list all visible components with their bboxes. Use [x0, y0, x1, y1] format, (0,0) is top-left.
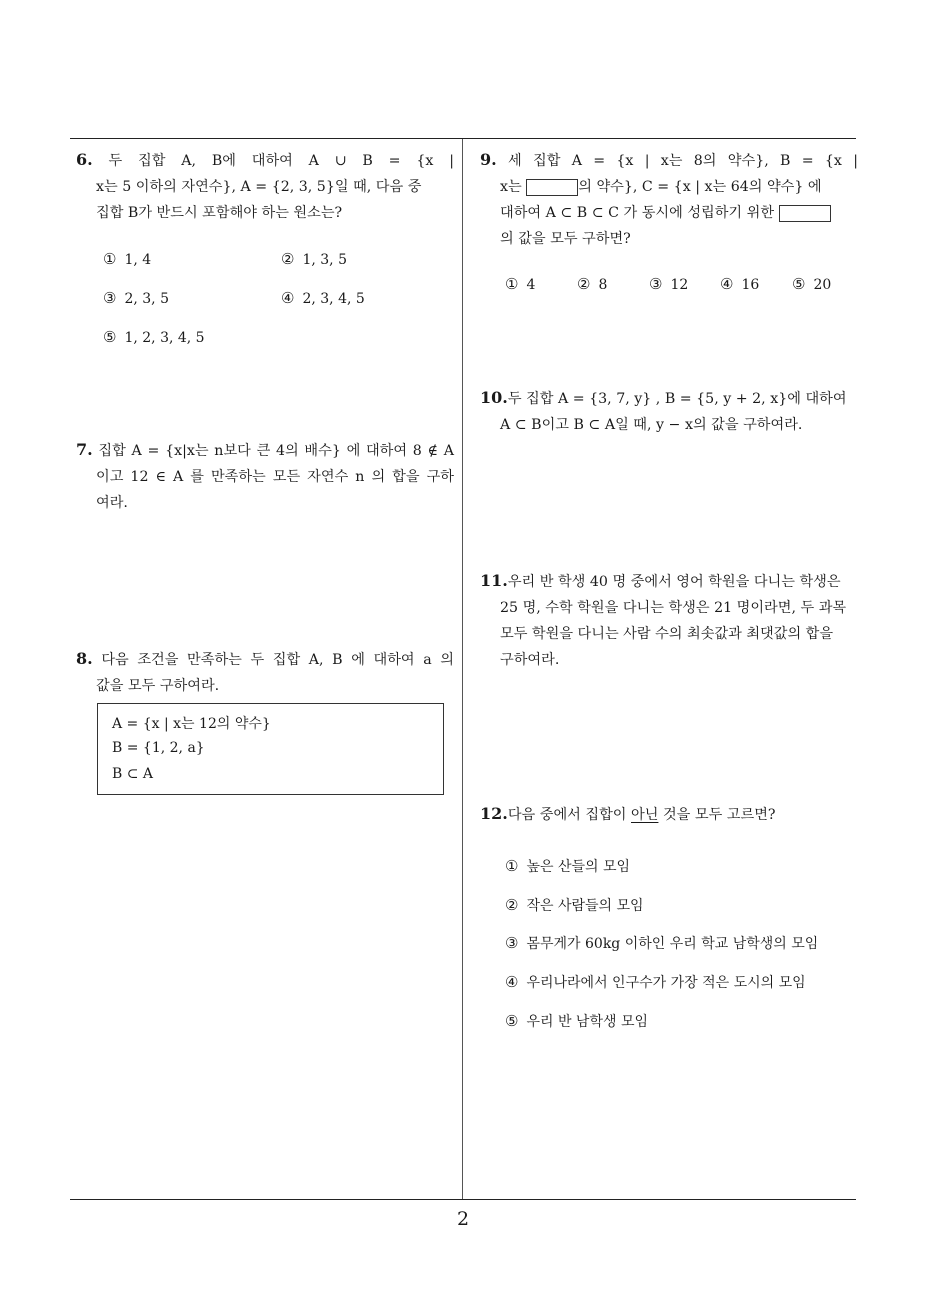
- question-6-line-3: 집합 B가 반드시 포함해야 하는 원소는?: [96, 205, 343, 221]
- question-8: [76, 646, 454, 699]
- question-9-choice-5[interactable]: [792, 275, 831, 293]
- choice-text: 몸무게가 60kg 이하인 우리 학교 남학생의 모임: [526, 936, 819, 952]
- condition-line-1: A = {x | x는 12의 약수}: [112, 716, 271, 732]
- question-9-choice-3[interactable]: [649, 275, 688, 293]
- choice-text: 높은 산들의 모임: [526, 859, 631, 875]
- condition-line-3: B ⊂ A: [112, 766, 154, 782]
- choice-text: 16: [741, 277, 760, 293]
- question-11-number: 11.: [480, 571, 508, 590]
- question-9-number: 9.: [480, 150, 497, 169]
- choice-mark: ①: [103, 250, 117, 268]
- answer-blank-box[interactable]: [526, 179, 578, 196]
- question-9-line-4: 의 값을 모두 구하면?: [500, 231, 631, 247]
- question-8-line-2: 값을 모두 구하여라.: [96, 678, 220, 694]
- choice-mark: ①: [505, 275, 519, 293]
- question-6: [76, 147, 454, 226]
- question-12: [480, 801, 858, 828]
- question-9-line-2: x는 의 약수}, C = {x | x는 64의 약수} 에: [500, 179, 822, 195]
- question-7-line-3: 여라.: [96, 495, 128, 511]
- question-11-line-1: 11.우리 반 학생 40 명 중에서 영어 학원을 다니는 학생은: [480, 568, 858, 595]
- question-9: [480, 147, 858, 252]
- question-11: [480, 568, 858, 673]
- choice-text: 1, 4: [124, 252, 152, 268]
- question-6-line-1: 6. 두 집합 A, B에 대하여 A ∪ B = {x |: [76, 147, 454, 174]
- question-11-line-4: 구하여라.: [500, 652, 560, 668]
- choice-text: 우리나라에서 인구수가 가장 적은 도시의 모임: [526, 975, 806, 991]
- question-10: [480, 385, 858, 438]
- question-10-line-2: A ⊂ B이고 B ⊂ A일 때, y − x의 값을 구하여라.: [500, 417, 803, 433]
- choice-text: 1, 3, 5: [302, 252, 347, 268]
- choice-text: 20: [813, 277, 832, 293]
- column-divider: [462, 139, 463, 1199]
- choice-mark: ④: [281, 289, 295, 307]
- condition-line-2: B = {1, 2, a}: [112, 740, 205, 756]
- choice-mark: ③: [505, 934, 519, 952]
- choice-text: 2, 3, 4, 5: [302, 291, 365, 307]
- choice-mark: ⑤: [792, 275, 806, 293]
- question-6-line-2: x는 5 이하의 자연수}, A = {2, 3, 5}일 때, 다음 중: [96, 179, 422, 195]
- question-9-line-3: 대하여 A ⊂ B ⊂ C 가 동시에 성립하기 위한: [480, 200, 858, 226]
- choice-text: 작은 사람들의 모임: [526, 898, 644, 914]
- question-6-choice-5[interactable]: [103, 328, 205, 346]
- question-11-line-3: 모두 학원을 다니는 사람 수의 최솟값과 최댓값의 합을: [500, 626, 834, 642]
- choice-mark: ⑤: [505, 1012, 519, 1030]
- question-7-line-2: 이고 12 ∈ A 를 만족하는 모든 자연수 n 의 합을 구하: [96, 469, 454, 485]
- question-6-choice-4[interactable]: [281, 289, 365, 307]
- choice-text: 4: [526, 277, 536, 293]
- question-12-choice-3[interactable]: [505, 933, 818, 953]
- question-9-line-1: 9. 세 집합 A = {x | x는 8의 약수}, B = {x |: [480, 147, 858, 174]
- question-12-choice-4[interactable]: [505, 972, 806, 992]
- choice-mark: ③: [649, 275, 663, 293]
- question-7-line-1: 7. 집합 A = {x|x는 n보다 큰 4의 배수} 에 대하여 8 ∉ A: [76, 437, 454, 464]
- question-7-number: 7.: [76, 440, 93, 459]
- question-6-choice-1[interactable]: [103, 250, 151, 268]
- choice-mark: ②: [281, 250, 295, 268]
- choice-text: 12: [670, 277, 689, 293]
- answer-blank-box[interactable]: [779, 205, 831, 222]
- question-12-line-1: 12.다음 중에서 집합이 아닌 것을 모두 고르면?: [480, 801, 858, 828]
- top-rule: [70, 138, 856, 139]
- choice-text: 2, 3, 5: [124, 291, 169, 307]
- choice-text: 우리 반 남학생 모임: [526, 1014, 648, 1030]
- choice-mark: ③: [103, 289, 117, 307]
- choice-text: 1, 2, 3, 4, 5: [124, 330, 205, 346]
- question-11-line-2: 25 명, 수학 학원을 다니는 학생은 21 명이라면, 두 과목: [500, 600, 847, 616]
- choice-mark: ②: [577, 275, 591, 293]
- question-6-choice-2[interactable]: [281, 250, 347, 268]
- choice-mark: ②: [505, 896, 519, 914]
- choice-mark: ⑤: [103, 328, 117, 346]
- question-12-choice-2[interactable]: [505, 895, 644, 915]
- question-6-number: 6.: [76, 150, 93, 169]
- question-8-number: 8.: [76, 649, 93, 668]
- emphasis-underlined: 아닌: [631, 807, 659, 823]
- question-6-choice-3[interactable]: [103, 289, 169, 307]
- question-9-choice-1[interactable]: [505, 275, 535, 293]
- question-9-choice-4[interactable]: [720, 275, 759, 293]
- question-10-line-1: 10.두 집합 A = {3, 7, y} , B = {5, y + 2, x}에 대하여: [480, 385, 858, 412]
- choice-text: 8: [598, 277, 608, 293]
- question-12-number: 12.: [480, 804, 508, 823]
- choice-mark: ①: [505, 857, 519, 875]
- question-9-choice-2[interactable]: [577, 275, 607, 293]
- bottom-rule: [70, 1199, 856, 1200]
- question-7: [76, 437, 454, 516]
- question-10-number: 10.: [480, 388, 508, 407]
- question-12-choice-1[interactable]: [505, 856, 630, 876]
- choice-mark: ④: [505, 973, 519, 991]
- question-12-choice-5[interactable]: [505, 1011, 648, 1031]
- question-8-line-1: 8. 다음 조건을 만족하는 두 집합 A, B 에 대하여 a 의: [76, 646, 454, 673]
- choice-mark: ④: [720, 275, 734, 293]
- page-number: 2: [456, 1208, 470, 1230]
